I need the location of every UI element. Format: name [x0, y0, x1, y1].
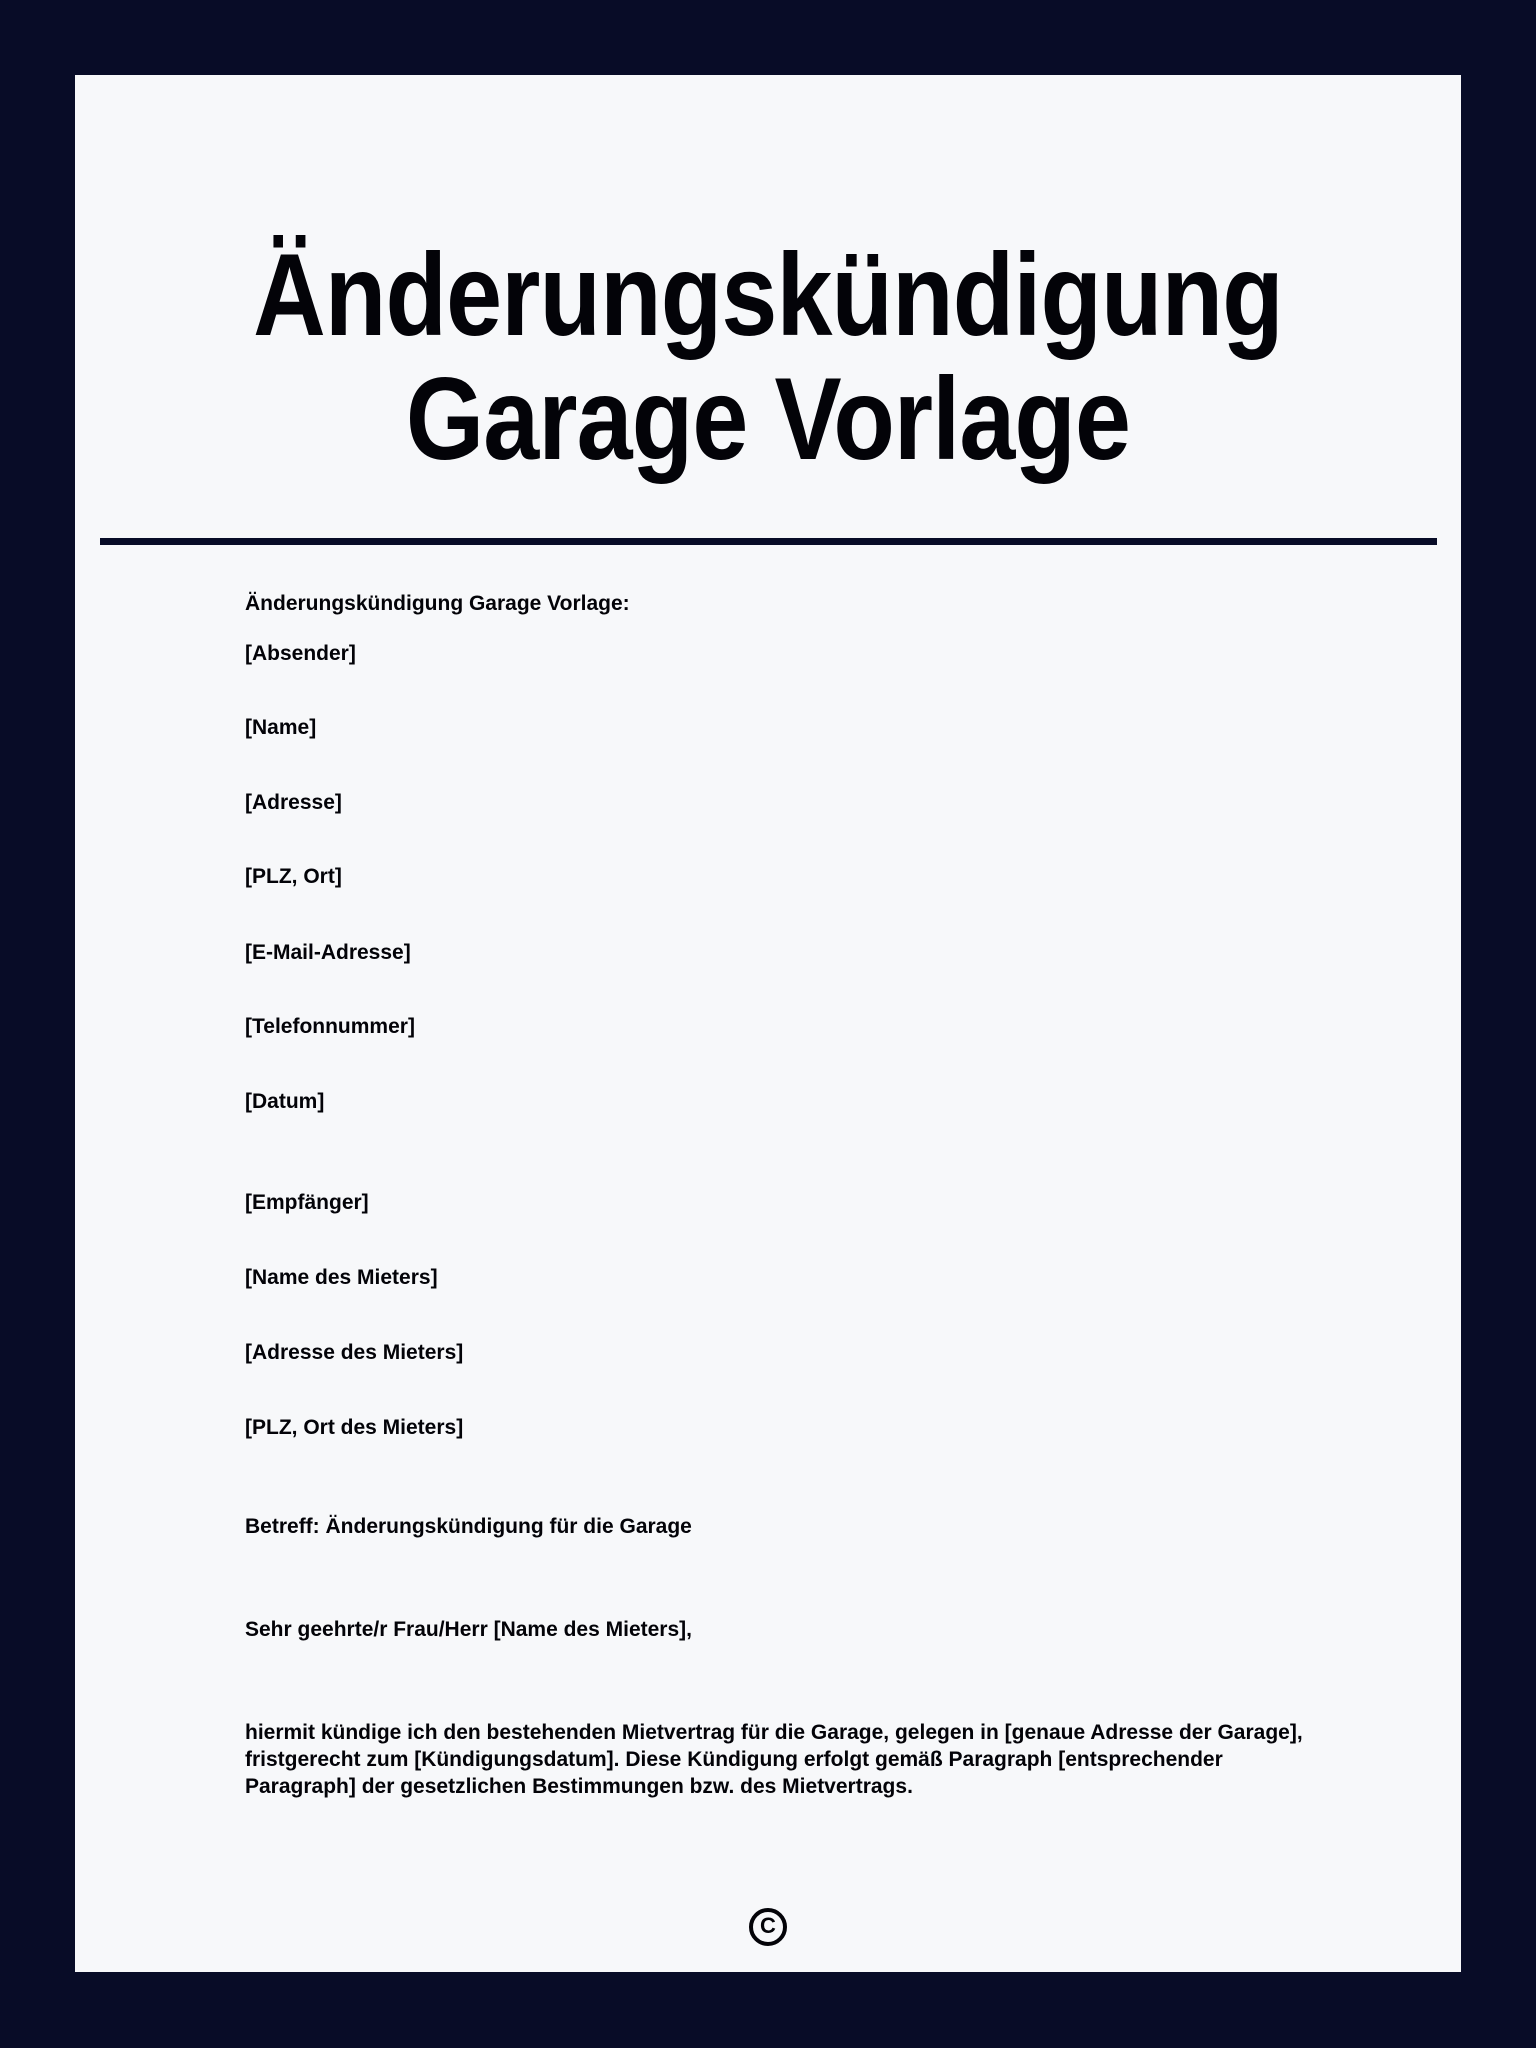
- document-intro: Änderungskündigung Garage Vorlage:: [245, 592, 630, 615]
- sender-field-adresse: [Adresse]: [245, 791, 342, 814]
- recipient-field-name: [Name des Mieters]: [245, 1266, 438, 1289]
- recipient-field-plz-ort: [PLZ, Ort des Mieters]: [245, 1416, 464, 1439]
- title-line-2: Garage Vorlage: [405, 353, 1131, 484]
- copyright-letter: C: [760, 1913, 776, 1938]
- recipient-field-adresse: [Adresse des Mieters]: [245, 1341, 464, 1364]
- copyright-icon: [749, 1908, 787, 1946]
- sender-field-telefon: [Telefonnummer]: [245, 1015, 415, 1038]
- title-divider: [100, 538, 1437, 545]
- body-paragraph: [245, 1719, 1303, 1800]
- sender-field-plz-ort: [PLZ, Ort]: [245, 865, 342, 888]
- subject-line: Betreff: Änderungskündigung für die Garage: [245, 1515, 692, 1538]
- sender-field-email: [E-Mail-Adresse]: [245, 941, 411, 964]
- paragraph-line-3: Paragraph] der gesetzlichen Bestimmungen bzw. des Mietvertrags.: [245, 1775, 913, 1798]
- recipient-field-empfaenger: [Empfänger]: [245, 1191, 369, 1214]
- sender-field-name: [Name]: [245, 716, 317, 739]
- sender-field-absender: [Absender]: [245, 642, 356, 665]
- page-title: [75, 229, 1461, 484]
- salutation-line: Sehr geehrte/r Frau/Herr [Name des Mieters],: [245, 1618, 692, 1641]
- document-card: [75, 75, 1461, 1972]
- title-line-1: Änderungskündigung: [253, 229, 1283, 360]
- sender-field-datum: [Datum]: [245, 1090, 325, 1113]
- paragraph-line-1: hiermit kündige ich den bestehenden Mietvertrag für die Garage, gelegen in [genaue Adresse der Garage],: [245, 1721, 1303, 1744]
- paragraph-line-2: fristgerecht zum [Kündigungsdatum]. Diese Kündigung erfolgt gemäß Paragraph [entsprechender: [245, 1748, 1223, 1771]
